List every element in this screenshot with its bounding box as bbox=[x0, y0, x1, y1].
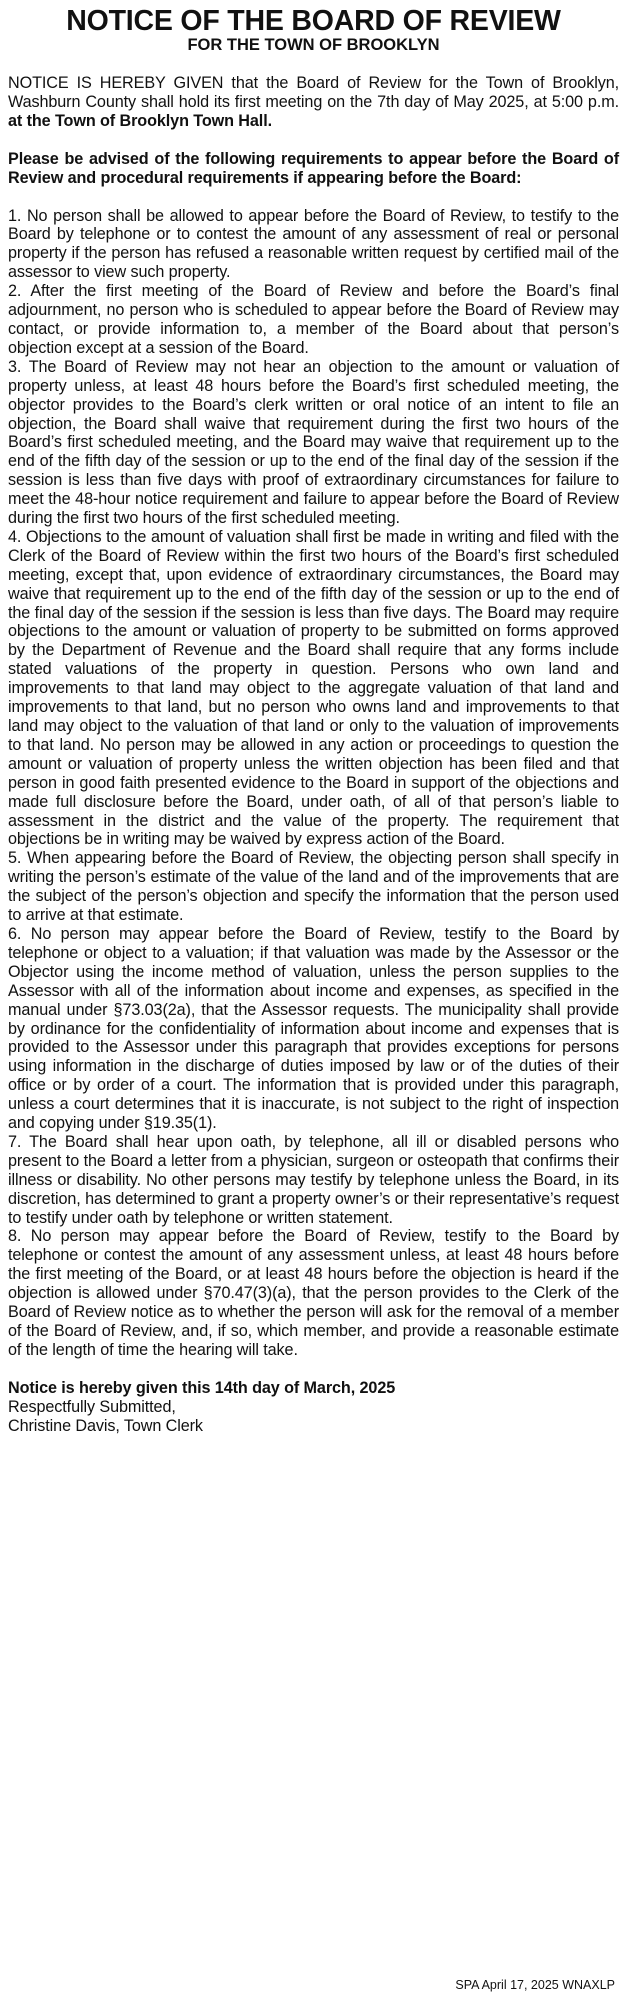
requirement-item-7: 7. The Board shall hear upon oath, by telephone, all ill or disabled persons who present to the Board a letter from a physician, surgeon or osteopath that confirms their illness or disability. No other persons may testify by telephone unless the Board, in its discretion, has determined to grant a property owner’s or their representative’s request to testify under oath by telephone or written statement. bbox=[8, 1132, 619, 1227]
respectfully-submitted-line: Respectfully Submitted, bbox=[8, 1397, 176, 1416]
signer-line: Christine Davis, Town Clerk bbox=[8, 1416, 203, 1435]
requirement-item-1: 1. No person shall be allowed to appear before the Board of Review, to testify to the Board by telephone or to contest the amount of any assessment of real or personal property if the person has refused a reasonable written request by certified mail of the assessor to view such property. bbox=[8, 206, 619, 282]
requirement-item-2: 2. After the first meeting of the Board of Review and before the Board’s final adjournment, no person who is scheduled to appear before the Board of Review may contact, or provide information to, a member of the Board about that person’s objection except at a session of the Board. bbox=[8, 282, 619, 357]
closing-block bbox=[8, 1379, 619, 1436]
requirement-item-8: 8. No person may appear before the Board of Review, testify to the Board by telephone or contest the amount of any assessment unless, at least 48 hours before the first meeting of the Board, or at least 48 hours before the objection is heard if the objection is allowed under §70.47(3)(a), that the person provides to the Clerk of the Board of Review notice as to whether the person will ask for the removal of a member of the Board of Review, and, if so, which member, and provide a reasonable estimate of the length of time the hearing will take. bbox=[8, 1227, 619, 1359]
advisory-paragraph: Please be advised of the following requirements to appear before the Board of Review and procedural requirements if appearing before the Board: bbox=[8, 149, 619, 187]
notice-title: NOTICE OF THE BOARD OF REVIEW bbox=[66, 5, 561, 37]
intro-paragraph bbox=[8, 74, 619, 131]
publication-footer: SPA April 17, 2025 WNAXLP bbox=[455, 1978, 615, 1992]
requirement-item-3: 3. The Board of Review may not hear an objection to the amount or valuation of property unless, at least 48 hours before the Board’s first scheduled meeting, the objector provides to the Board’s clerk written or oral notice of an intent to file an objection, the Board shall waive that requirement during the first two hours of the Board’s first scheduled meeting, and the Board may waive that requirement up to the end of the fifth day of the session or up to the end of the final day of the session if the session is less than five days with proof of extraordinary circumstances for failure to meet the 48-hour notice requirement and failure to appear before the Board of Review during the first two hours of the first scheduled meeting. bbox=[8, 357, 619, 528]
notice-body bbox=[8, 74, 619, 1436]
requirement-item-6: 6. No person may appear before the Board of Review, testify to the Board by telephone or object to a valuation; if that valuation was made by the Assessor or the Objector using the income method of valuation, unless the person supplies to the Assessor with all of the information about income and expenses, as specified in the manual under §73.03(2a), that the Assessor requests. The municipality shall provide by ordinance for the confidentiality of information about income and expenses that is provided to the Assessor under this paragraph that provides exceptions for persons using information in the discharge of duties imposed by law or of the duties of their office or by order of a court. The information that is provided under this paragraph, unless a court determines that it is inaccurate, is not subject to the right of inspection and copying under §19.35(1). bbox=[8, 924, 619, 1133]
intro-location: at the Town of Brooklyn Town Hall. bbox=[8, 111, 272, 130]
intro-text: NOTICE IS HEREBY GIVEN that the Board of Review for the Town of Brooklyn, Washburn County shall hold its first meeting on the 7th day of May 2025, at 5:00 p.m. bbox=[8, 74, 619, 111]
requirement-item-4: 4. Objections to the amount of valuation shall first be made in writing and filed with the Clerk of the Board of Review within the first two hours of the Board’s first scheduled meeting, except that, upon evidence of extraordinary circumstances, the Board may waive that requirement up to the end of the fifth day of the session or up to the end of the final day of the session if the session is less than five days. The Board may require objections to the amount or valuation of property to be submitted on forms approved by the Department of Revenue and the Board shall require that any forms include stated valuations of the property in question. Persons who own land and improvements to that land may object to the aggregate valuation of that land and improvements to that land, but no person who owns land and improvements to that land may object to the valuation of that land or only to the valuation of improvements to that land. No person may be allowed in any action or proceedings to question the amount or valuation of property unless the written objection has been filed and that person in good faith presented evidence to the Board in support of the objections and made full disclosure before the Board, under oath, of all of that person’s liable to assessment in the district and the value of the property. The requirement that objections be in writing may be waived by express action of the Board. bbox=[8, 527, 619, 849]
notice-given-line: Notice is hereby given this 14th day of March, 2025 bbox=[8, 1378, 396, 1397]
requirement-item-5: 5. When appearing before the Board of Review, the objecting person shall specify in writing the person’s estimate of the value of the land and of the improvements that are the subject of the person’s objection and specify the information that the person used to arrive at that estimate. bbox=[8, 849, 619, 925]
notice-subtitle: FOR THE TOWN OF BROOKLYN bbox=[187, 36, 440, 54]
